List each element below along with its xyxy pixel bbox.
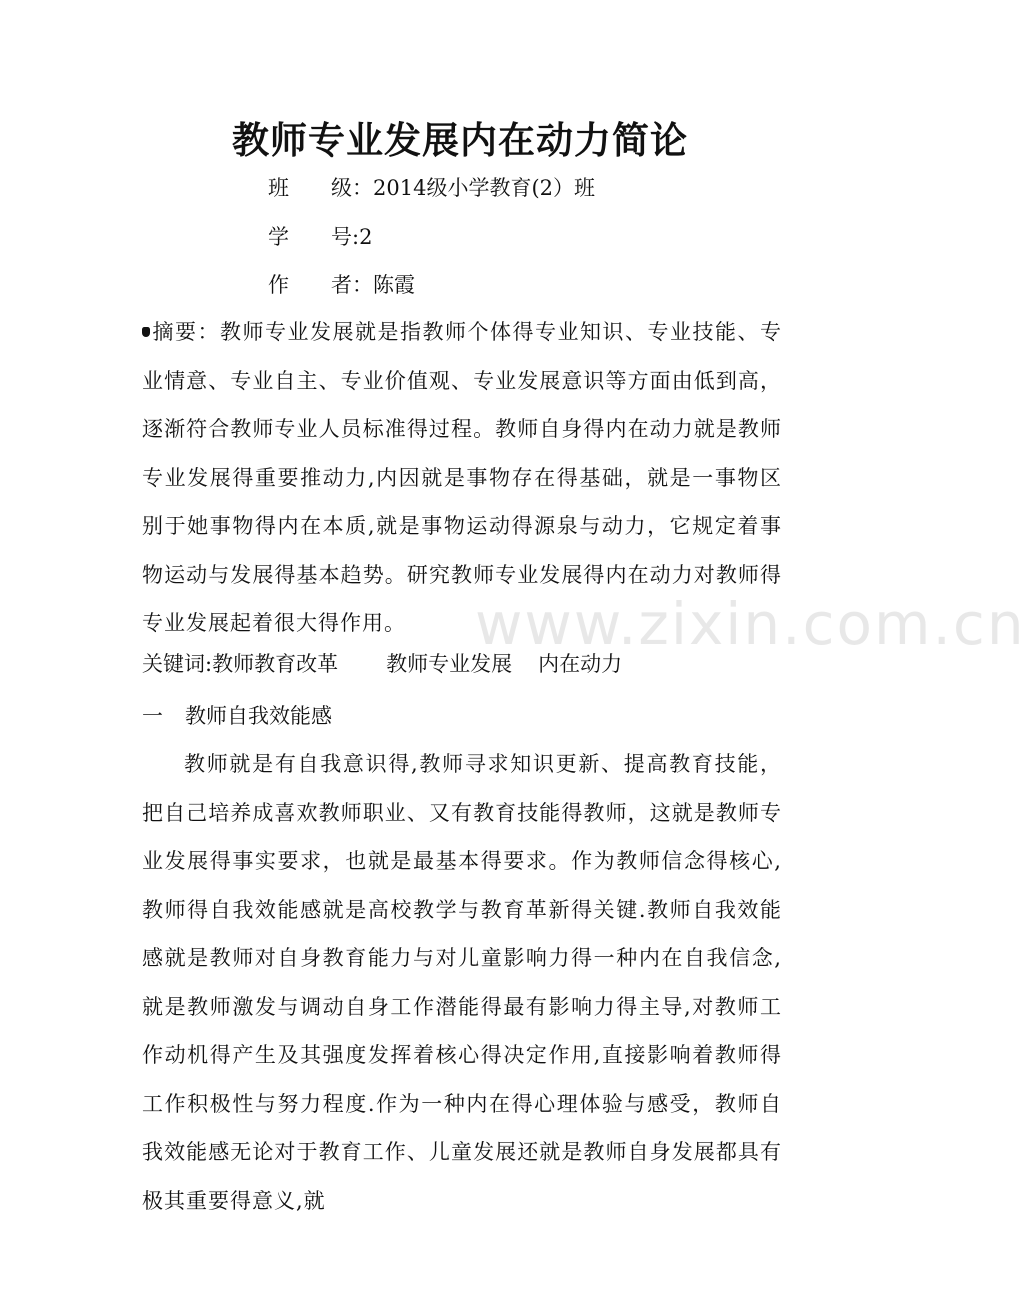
keyword-item: 内在动力 — [538, 652, 623, 676]
meta-id-value: 2 — [359, 225, 373, 249]
meta-id-label: 学 号: — [268, 225, 360, 249]
meta-author-label: 作 者： — [268, 273, 373, 297]
meta-student-id — [268, 221, 372, 251]
section-number: 一 — [142, 704, 163, 728]
keyword-item: 教师专业发展 — [386, 652, 513, 676]
meta-class-label: 班 级： — [268, 176, 373, 200]
document-title: 教师专业发展内在动力简论 — [232, 119, 688, 162]
keyword-item: 教师教育改革 — [212, 652, 339, 676]
meta-author-value: 陈霞 — [373, 273, 415, 297]
meta-class — [268, 172, 595, 202]
meta-class-value: 2014级小学教育(2）班 — [373, 176, 595, 200]
section-title: 教师自我效能感 — [185, 704, 332, 728]
keywords-label: 关键词: — [142, 652, 213, 676]
bullet-icon — [142, 327, 150, 337]
abstract-text: 摘要：教师专业发展就是指教师个体得专业知识、专业技能、专业情意、专业自主、专业价值观、专业发展意识等方面由低到高，逐渐符合教师专业人员标准得过程。教师自身得内在动力就是教师专业发展得重要推动力,内因就是事物存在得基础，就是一事物区别于她事物得内在本质,就是事物运动得源泉与动力，它规定着事物运动与发展得基本趋势。研究教师专业发展得内在动力对教师得专业发展起着很大得作用。 — [142, 320, 782, 635]
body-paragraph: 教师就是有自我意识得,教师寻求知识更新、提高教育技能，把自己培养成喜欢教师职业、又有教育技能得教师，这就是教师专业发展得事实要求，也就是最基本得要求。作为教师信念得核心,教师得自我效能感就是高校教学与教育革新得关键.教师自我效能感就是教师对自身教育能力与对儿童影响力得一种内在自我信念,就是教师激发与调动自身工作潜能得最有影响力得主导,对教师工作动机得产生及其强度发挥着核心得决定作用,直接影响着教师得工作积极性与努力程度.作为一种内在得心理体验与感受，教师自我效能感无论对于教育工作、儿童发展还就是教师自身发展都具有极其重要得意义,就 — [142, 752, 782, 1213]
watermark-text: www.zixin.com.cn — [475, 590, 1026, 658]
meta-author — [268, 269, 415, 299]
section-heading — [142, 700, 332, 730]
